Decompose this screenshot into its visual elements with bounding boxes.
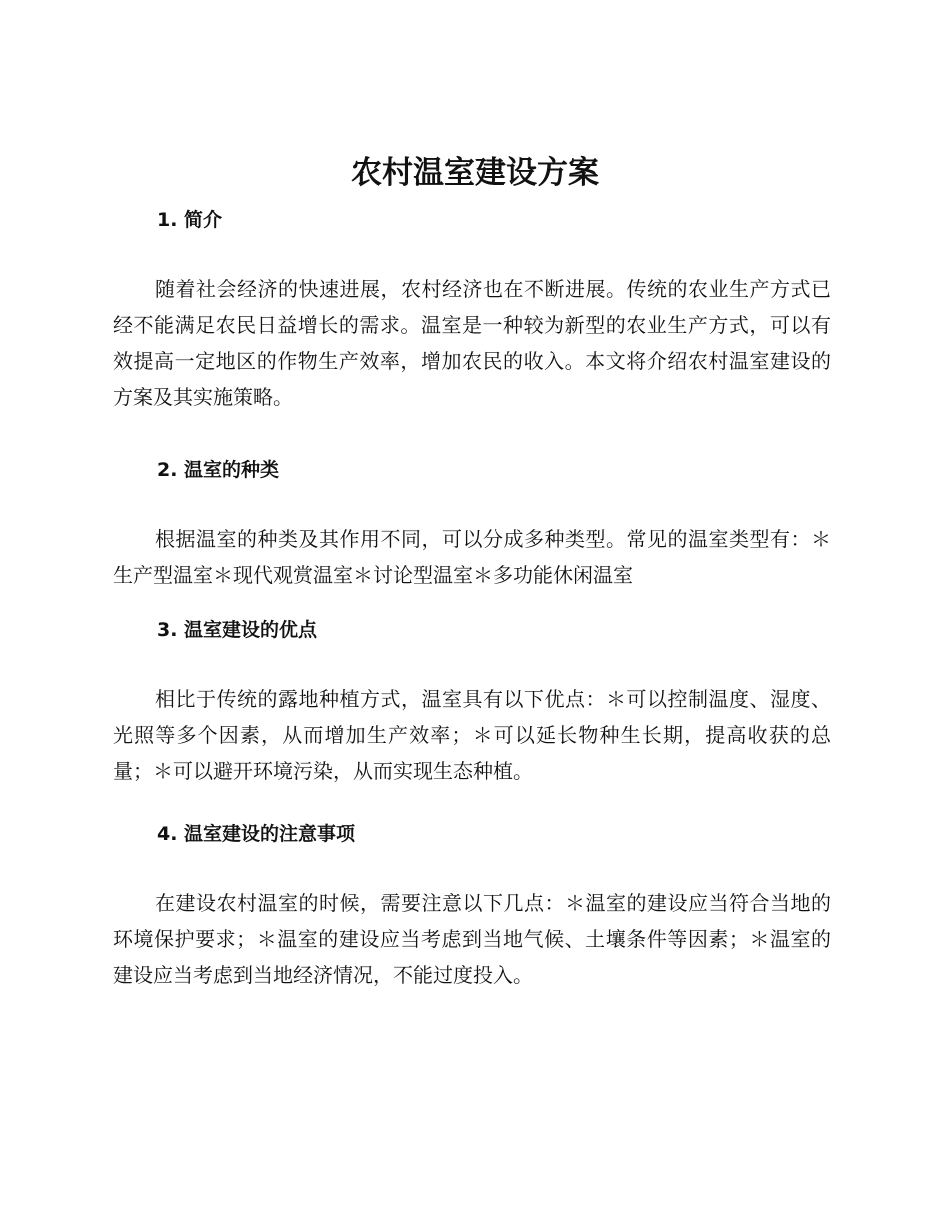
section-introduction (113, 205, 831, 415)
section-paragraph: 根据温室的种类及其作用不同，可以分成多种类型。常见的温室类型有：＊生产型温室＊现代观赏温室＊讨论型温室＊多功能休闲温室 (113, 527, 831, 587)
document-title: 农村温室建设方案 (351, 155, 599, 191)
section-heading: 4. 温室建设的注意事项 (157, 823, 356, 845)
section-paragraph: 在建设农村温室的时候，需要注意以下几点：＊温室的建设应当符合当地的环境保护要求；＊温室的建设应当考虑到当地气候、土壤条件等因素；＊温室的建设应当考虑到当地经济情况，不能过度投入。 (113, 891, 831, 987)
section-paragraph: 随着社会经济的快速进展，农村经济也在不断进展。传统的农业生产方式已经不能满足农民日益增长的需求。温室是一种较为新型的农业生产方式，可以有效提高一定地区的作物生产效率，增加农民的收入。本文将介绍农村温室建设的方案及其实施策略。 (113, 277, 831, 409)
section-heading: 2. 温室的种类 (157, 459, 280, 481)
section-precautions (113, 819, 831, 993)
section-greenhouse-types (113, 455, 831, 593)
section-advantages (113, 615, 831, 789)
section-heading: 3. 温室建设的优点 (157, 619, 318, 641)
section-heading: 1. 简介 (157, 209, 223, 231)
section-paragraph: 相比于传统的露地种植方式，温室具有以下优点：＊可以控制温度、湿度、光照等多个因素，从而增加生产效率；＊可以延长物种生长期，提高收获的总量；＊可以避开环境污染，从而实现生态种植。 (113, 687, 831, 783)
